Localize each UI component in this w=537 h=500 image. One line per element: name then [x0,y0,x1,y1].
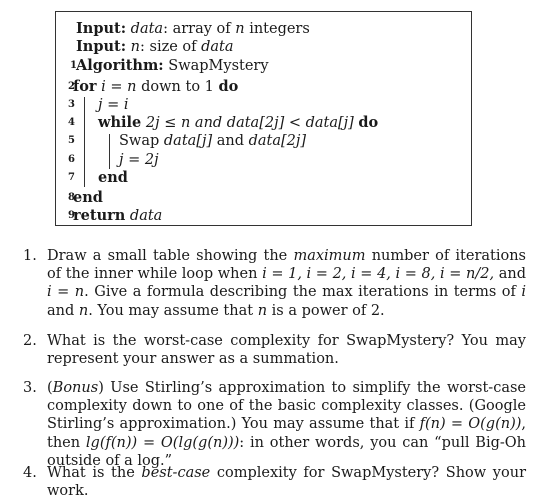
double-expr: j = 2j [119,152,159,168]
line-number: 3 [68,99,75,110]
swap-line [68,132,307,150]
question-text: Draw a small table showing the [47,248,294,264]
line-number: 9 [68,210,75,221]
while-line [68,114,379,132]
algorithm-label: Algorithm: [76,57,164,74]
question-text: ) Use Stirling’s approximation to simplify the worst-case complexity down to one of the basic complexity classes. (Google Stirling’s approximation.) You may assume that if [47,380,526,433]
question-4 [23,464,526,500]
swap-operand-b: data[2j] [248,133,307,149]
question-text: : in other words, you can “pull Big-Oh outside of a log.” [47,434,526,469]
line-number: 4 [68,117,75,128]
for-block-bar [84,97,85,187]
line-number: 1 [70,60,77,71]
input-desc: : size of [140,39,197,55]
return-keyword: return [73,207,126,224]
math: i [521,284,527,301]
question-number: 1. [23,248,37,264]
line-number: 2 [68,81,75,92]
question-2 [23,332,526,368]
input-rest: integers [249,21,310,37]
swap-label: Swap [119,133,160,149]
math: i = 1, i = 2, i = 4, i = 8, i = n/2, [262,266,495,283]
question-number: 4. [23,465,37,481]
question-text: is a power of 2. [267,302,385,319]
end-keyword: end [98,169,128,186]
assign-expr: j = i [98,97,129,113]
end-while-line [68,169,128,187]
question-text: What is the worst-case complexity for SwapMystery? You may represent your answer as a summation. [47,333,526,368]
input-var: data [130,21,164,37]
question-3 [23,379,526,470]
math: n [78,302,89,319]
question-text: What is the [47,465,142,481]
for-keyword: for [73,78,97,95]
question-text: complexity for SwapMystery? Show your work. [47,465,526,500]
math: n [257,302,268,319]
emphasis: best-case [141,465,211,481]
question-number: 2. [23,333,37,349]
end-keyword: end [73,189,103,206]
swap-and: and [216,133,244,149]
algorithm-line [70,57,269,75]
question-text: . Give a formula describing the max iterations in terms of [84,284,522,301]
line-number: 5 [68,135,75,146]
question-text: and [494,266,526,283]
input-data: data [201,39,234,55]
line-number: 7 [68,172,75,183]
question-text: , then [47,416,526,451]
math: f(n) = O(g(n)) [419,416,522,433]
while-condition: 2j ≤ n and data[2j] < data[j] [145,115,354,131]
emphasis: maximum [293,248,366,264]
for-range: down to 1 [141,79,214,95]
algorithm-box [55,11,472,226]
question-text: . You may assume that [88,302,258,319]
emphasis: Bonus [52,380,99,396]
math: i = n [47,284,85,301]
for-expr: i = n [101,79,137,95]
input-desc: : array of [163,21,231,37]
while-block-bar [109,134,110,169]
question-text: number of iterations of the inner while loop when [47,248,527,283]
input-label: Input: [76,38,127,55]
input-var: n [130,39,141,55]
question-number: 3. [23,380,37,396]
input-n: n [235,21,245,37]
question-1 [23,247,526,320]
input-line-1 [76,20,310,38]
line-number: 8 [68,192,75,203]
algorithm-name: SwapMystery [168,58,269,74]
input-label: Input: [76,20,127,37]
return-var: data [129,208,163,224]
math: lg(f(n)) = O(lg(g(n))) [85,434,240,451]
assign-line [68,96,129,114]
line-number: 6 [68,154,75,165]
swap-operand-a: data[j] [163,133,213,149]
do-keyword: do [358,114,379,131]
question-text: and [47,302,79,319]
return-line [68,207,163,225]
do-keyword: do [218,78,239,95]
double-line [68,151,159,169]
question-text: ( [47,380,53,396]
end-for-line [68,189,103,207]
input-line-2 [76,38,234,56]
for-line [68,78,239,96]
while-keyword: while [98,114,142,131]
